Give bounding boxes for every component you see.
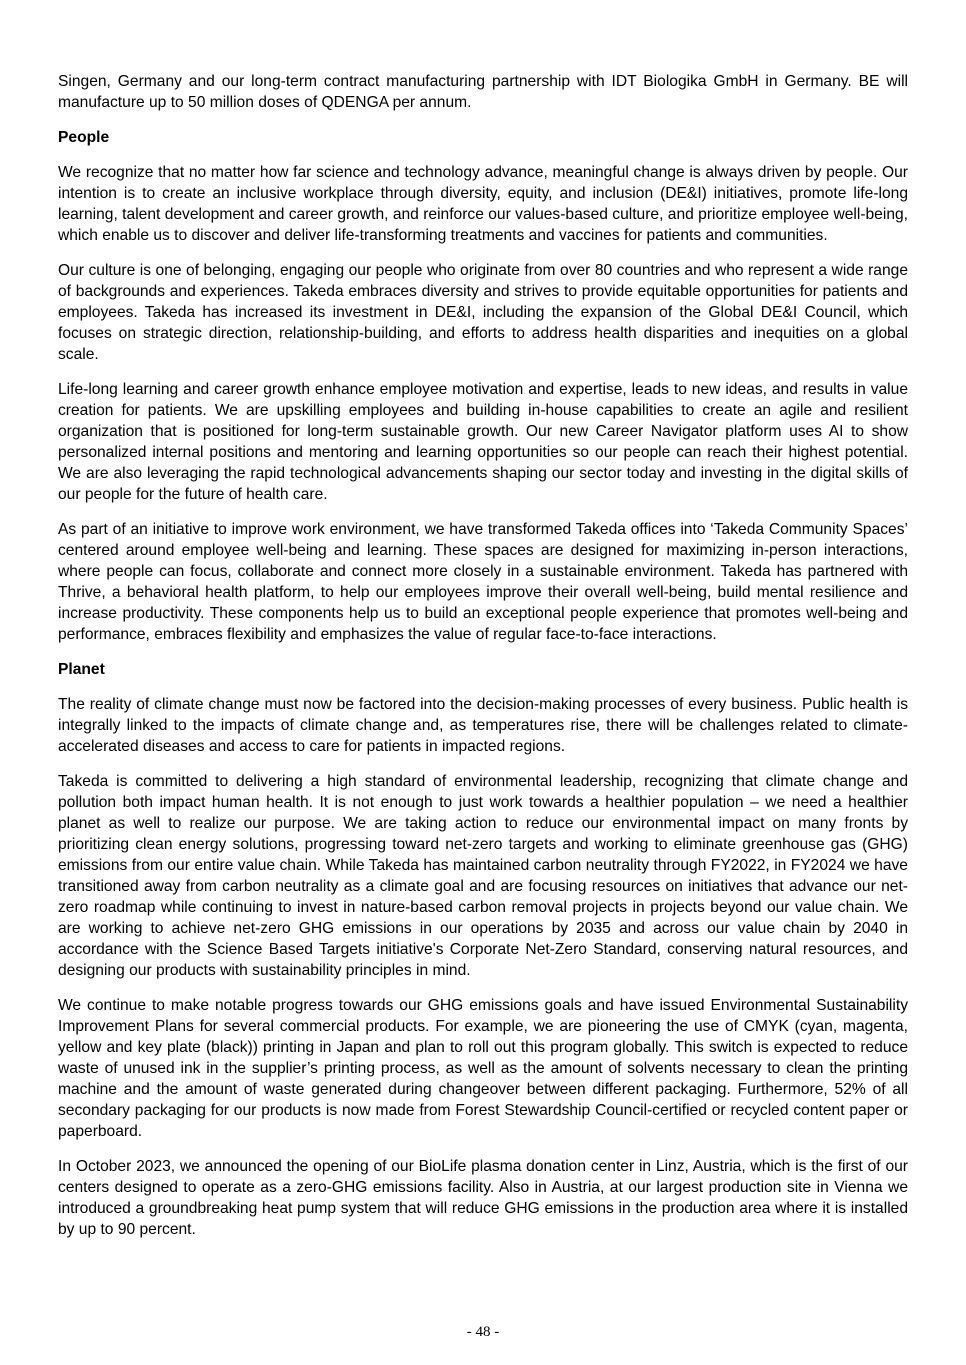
people-paragraph: Life-long learning and career growth enhance employee motivation and expertise, leads to new ideas, and results in value creation for patients. We are upskilling employees and building in-house capabilities to create an agile and resilient organization that is positioned for long-term sustainable growth. Our new Career Navigator platform uses AI to show personalized internal positions and mentoring and learning opportunities so our people can reach their highest potential. We are also leveraging the rapid technological advancements shaping our sector today and investing in the digital skills of our people for the future of health care. (58, 381, 908, 503)
planet-paragraph: Takeda is committed to delivering a high standard of environmental leadership, recognizing that climate change and pollution both impact human health. It is not enough to just work towards a healthier population – we need a healthier planet as well to realize our purpose. We are taking action to reduce our environmental impact on many fronts by prioritizing clean energy solutions, progressing toward net-zero targets and working to eliminate greenhouse gas (GHG) emissions from our entire value chain. While Takeda has maintained carbon neutrality through FY2022, in FY2024 we have transitioned away from carbon neutrality as a climate goal and are focusing resources on initiatives that advance our net-zero roadmap while continuing to invest in nature-based carbon removal projects in projects beyond our value chain. We are working to achieve net-zero GHG emissions in our operations by 2035 and across our value chain by 2040 in accordance with the Science Based Targets initiative's Corporate Net-Zero Standard, conserving natural resources, and designing our products with sustainability principles in mind. (58, 773, 908, 979)
intro-paragraph: Singen, Germany and our long-term contract manufacturing partnership with IDT Biologika GmbH in Germany. BE will manufacture up to 50 million doses of QDENGA per annum. (58, 73, 908, 111)
people-paragraph: As part of an initiative to improve work environment, we have transformed Takeda offices into ‘Takeda Community Spaces’ centered around employee well-being and learning. These spaces are designed for maximizing in-person interactions, where people can focus, collaborate and connect more closely in a sustainable environment. Takeda has partnered with Thrive, a behavioral health platform, to help our employees improve their overall well-being, build mental resilience and increase productivity. These components help us to build an exceptional people experience that promotes well-being and performance, embraces flexibility and emphasizes the value of regular face-to-face interactions. (58, 521, 908, 643)
planet-paragraph: In October 2023, we announced the opening of our BioLife plasma donation center in Linz, Austria, which is the first of our centers designed to operate as a zero-GHG emissions facility. Also in Austria, at our largest production site in Vienna we introduced a groundbreaking heat pump system that will reduce GHG emissions in the production area where it is installed by up to 90 percent. (58, 1158, 908, 1238)
people-heading: People (58, 129, 110, 146)
people-paragraph: Our culture is one of belonging, engaging our people who originate from over 80 countries and who represent a wide range of backgrounds and experiences. Takeda embraces diversity and strives to provide equitable opportunities for patients and employees. Takeda has increased its investment in DE&I, including the expansion of the Global DE&I Council, which focuses on strategic direction, relationship-building, and efforts to address health disparities and inequities on a global scale. (58, 262, 908, 363)
document-body (58, 71, 908, 1240)
planet-heading: Planet (58, 661, 105, 678)
planet-paragraph: We continue to make notable progress towards our GHG emissions goals and have issued Environmental Sustainability Improvement Plans for several commercial products. For example, we are pioneering the use of CMYK (cyan, magenta, yellow and key plate (black)) printing in Japan and plan to roll out this program globally. This switch is expected to reduce waste of unused ink in the supplier’s printing process, as well as the amount of solvents necessary to clean the printing machine and the amount of waste generated during changeover between different packaging. Furthermore, 52% of all secondary packaging for our products is now made from Forest Stewardship Council-certified or recycled content paper or paperboard. (58, 997, 908, 1140)
planet-paragraph: The reality of climate change must now be factored into the decision-making processes of every business. Public health is integrally linked to the impacts of climate change and, as temperatures rise, there will be challenges related to climate-accelerated diseases and access to care for patients in impacted regions. (58, 696, 908, 755)
page-number: - 48 - (466, 1324, 500, 1340)
people-paragraph: We recognize that no matter how far science and technology advance, meaningful change is always driven by people. Our intention is to create an inclusive workplace through diversity, equity, and inclusion (DE&I) initiatives, promote life-long learning, talent development and career growth, and reinforce our values-based culture, and prioritize employee well-being, which enable us to discover and deliver life-transforming treatments and vaccines for patients and communities. (58, 164, 908, 244)
